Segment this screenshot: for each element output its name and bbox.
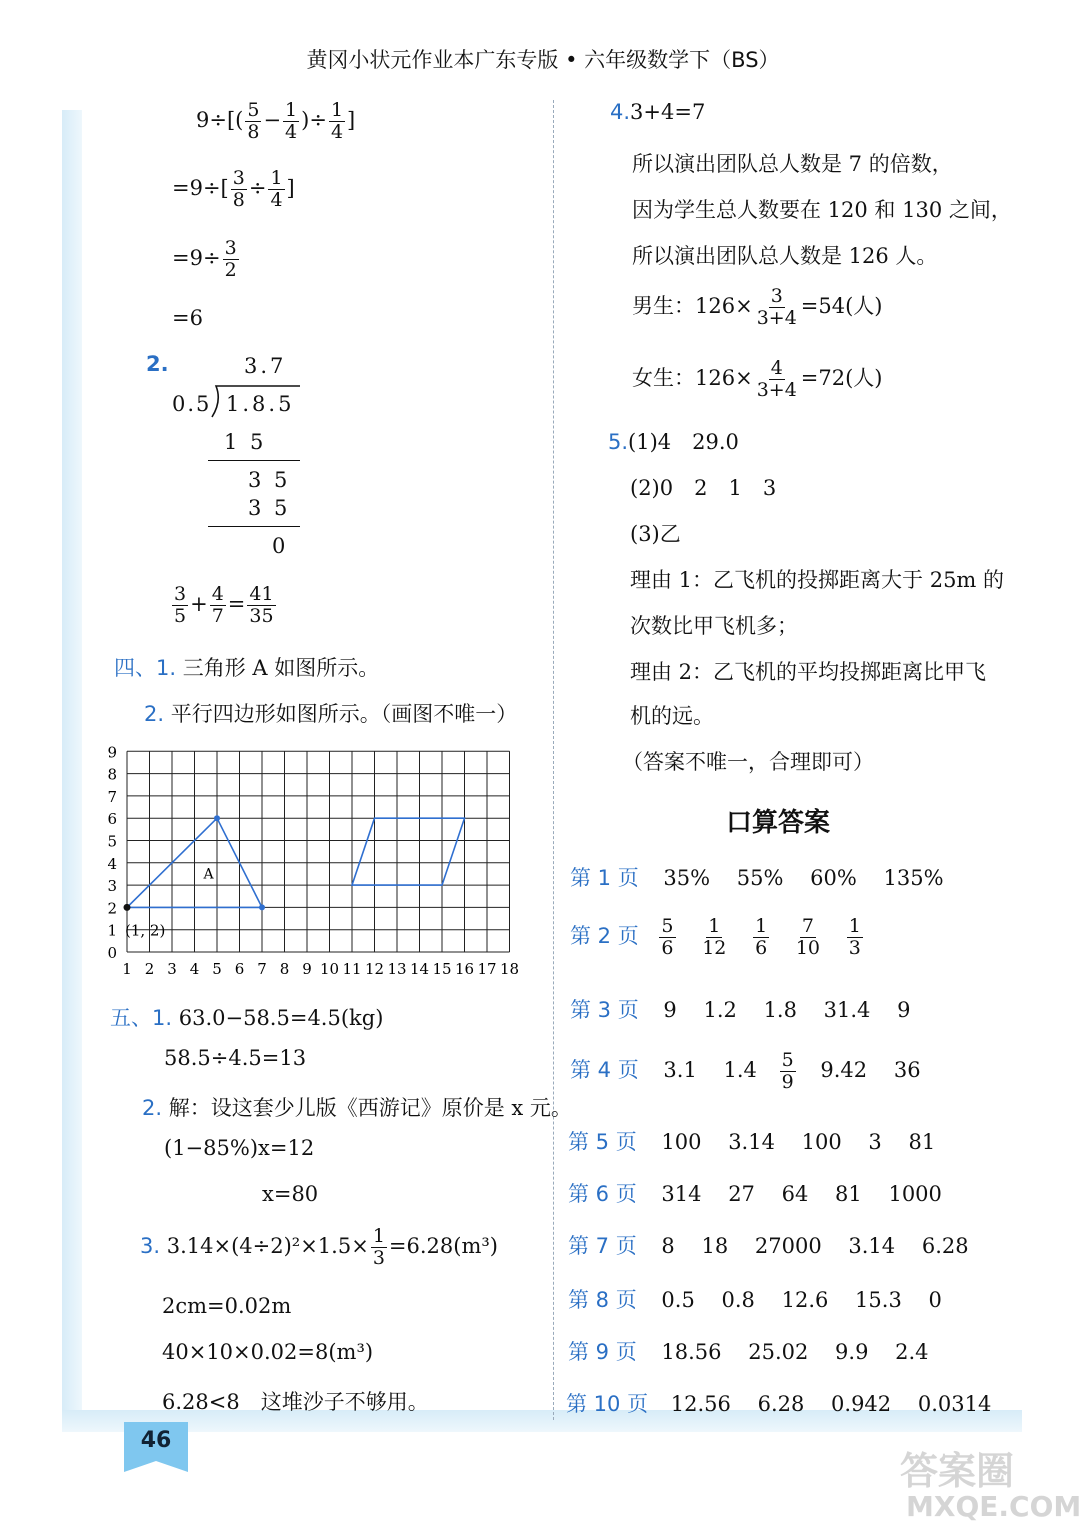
- note: （答案不唯一，合理即可）: [622, 750, 874, 774]
- q4-line-c: 因为学生总人数要在 120 和 130 之间，: [632, 198, 1012, 222]
- parallelogram: [352, 818, 465, 885]
- x-tick-label: 13: [387, 960, 407, 978]
- ld-row-1: 1 5: [224, 430, 267, 454]
- oral-row-1: 第 1 页 35% 55% 60% 135%: [570, 866, 944, 890]
- calc-line-4: =6: [172, 306, 203, 330]
- start-point: [124, 904, 131, 911]
- fraction-sum: $\frac{3}{5}$ + $\frac{4}{7}$ = $\frac{41}{35}$: [174, 583, 274, 627]
- oral-row-5: 第 5 页 100 3.14 100 3 81: [568, 1130, 936, 1154]
- oral-row-8: 第 8 页 0.5 0.8 12.6 15.3 0: [568, 1288, 942, 1312]
- x-tick-label: 4: [189, 960, 200, 978]
- section-5-q3a: 3. 3.14×(4÷2)²×1.5× $\frac{1}{3}$ =6.28(m³): [140, 1225, 498, 1269]
- section-5-q2b: (1−85%)x=12: [164, 1136, 315, 1160]
- ld-quotient: 3.7: [244, 354, 287, 378]
- oral-row-3: 第 3 页 9 1.2 1.8 31.4 9: [570, 998, 911, 1022]
- reason-1b: 次数比甲飞机多；: [630, 614, 798, 638]
- x-tick-label: 11: [342, 960, 362, 978]
- reason-2b: 机的远。: [630, 704, 714, 728]
- triangle-label: A: [203, 866, 214, 883]
- y-tick-label: 8: [107, 765, 117, 784]
- x-tick-label: 18: [499, 960, 520, 978]
- calc-line-3: =9÷ $\frac{3}{2}$: [172, 237, 237, 281]
- y-tick-label: 4: [107, 854, 117, 873]
- triangle-vertex: [214, 815, 220, 821]
- y-tick-label: 3: [107, 877, 117, 896]
- y-tick-label: 5: [107, 832, 117, 851]
- q5-3: (3)乙: [630, 522, 681, 546]
- page-header: 黄冈小状元作业本广东专版 • 六年级数学下（BS）: [306, 48, 780, 72]
- q4-line-a: 4.3+4=7: [610, 100, 706, 124]
- calc-line-1: 9÷[( $\frac{5}{8}$ − $\frac{1}{4}$ )÷ $\frac{1}{4}$ ]: [196, 99, 356, 143]
- oral-row-7: 第 7 页 8 18 27000 3.14 6.28: [568, 1234, 969, 1258]
- y-tick-label: 0: [107, 944, 117, 962]
- q4-line-d: 所以演出团队总人数是 126 人。: [632, 244, 938, 268]
- x-tick-label: 5: [212, 960, 222, 978]
- section-4-q2: 2. 平行四边形如图所示。（画图不唯一）: [144, 702, 518, 726]
- coordinate-grid: [100, 738, 550, 988]
- watermark-url: MXQE.COM: [906, 1490, 1082, 1523]
- reason-1a: 理由 1：乙飞机的投掷距离大于 25m 的: [630, 568, 1005, 592]
- x-tick-label: 8: [279, 960, 290, 978]
- section-5-q1a: 五、1. 63.0−58.5=4.5(kg): [110, 1006, 384, 1030]
- section-5-q3c: 40×10×0.02=8(m³): [162, 1340, 374, 1364]
- page-number: 46: [140, 1428, 172, 1453]
- column-divider: [553, 100, 554, 1420]
- point-label: (1, 2): [125, 921, 166, 940]
- q4-boys: 男生：126× $\frac{3}{3+4}$ =54(人): [632, 285, 883, 329]
- ld-row-2: 3 5: [248, 468, 291, 492]
- left-decor-bar: [62, 110, 82, 1430]
- y-tick-label: 1: [107, 921, 117, 940]
- section-5-q3b: 2cm=0.02m: [162, 1294, 292, 1318]
- x-tick-label: 7: [257, 960, 267, 978]
- x-tick-label: 3: [167, 960, 177, 978]
- calc-line-2: =9÷[ $\frac{3}{8}$ ÷ $\frac{1}{4}$ ]: [172, 167, 295, 211]
- oral-row-10: 第 10 页 12.56 6.28 0.942 0.0314: [566, 1392, 992, 1416]
- x-tick-label: 12: [364, 960, 385, 978]
- x-tick-label: 6: [234, 960, 245, 978]
- ld-row-3: 3 5: [248, 496, 291, 520]
- x-tick-label: 10: [319, 960, 340, 978]
- y-tick-label: 9: [107, 743, 117, 762]
- ld-rule-2: [208, 526, 300, 527]
- y-tick-label: 7: [107, 787, 117, 806]
- q4-girls: 女生：126× $\frac{4}{3+4}$ =72(人): [632, 357, 883, 401]
- watermark-logo: 答案圈: [900, 1449, 1015, 1493]
- x-tick-label: 1: [122, 960, 132, 978]
- oral-row-2: 第 2 页 $\frac{5}{6}$ $\frac{1}{12}$ $\frac{1}{6}$ $\frac{7}{10}$ $\frac{1}{3}$: [570, 915, 861, 959]
- y-tick-label: 6: [107, 810, 117, 829]
- q4-line-b: 所以演出团队总人数是 7 的倍数，: [632, 152, 953, 176]
- x-tick-label: 14: [409, 960, 430, 978]
- reason-2a: 理由 2：乙飞机的平均投掷距离比甲飞: [630, 660, 987, 684]
- ld-dividend: 1.8.5: [226, 392, 295, 416]
- ld-row-4: 0: [272, 534, 286, 558]
- section-4-q1: 四、1. 三角形 A 如图所示。: [114, 656, 380, 680]
- x-tick-label: 15: [432, 960, 452, 978]
- section-5-q3d: 6.28<8 这堆沙子不够用。: [162, 1390, 429, 1414]
- triangle-vertex: [259, 904, 265, 910]
- ld-divisor: 0.5: [172, 392, 212, 416]
- section-5-q2a: 2. 解：设这套少儿版《西游记》原价是 x 元。: [142, 1096, 572, 1120]
- q5-2: (2)0 2 1 3: [630, 476, 777, 500]
- ld-rule-1: [208, 460, 300, 461]
- oral-row-6: 第 6 页 314 27 64 81 1000: [568, 1182, 942, 1206]
- section-5-q2c: x=80: [262, 1182, 319, 1206]
- x-tick-label: 2: [144, 960, 155, 978]
- oral-row-4: 第 4 页 3.1 1.4 $\frac{5}{9}$ 9.42 36: [570, 1049, 921, 1093]
- x-tick-label: 9: [302, 960, 312, 978]
- x-tick-label: 17: [477, 960, 497, 978]
- oral-title: 口算答案: [726, 808, 831, 838]
- section-5-q1b: 58.5÷4.5=13: [164, 1046, 307, 1070]
- q2-label: 2.: [146, 352, 169, 376]
- y-tick-label: 2: [107, 899, 117, 918]
- x-tick-label: 16: [454, 960, 475, 978]
- q5-1: 5.(1)4 29.0: [608, 430, 739, 454]
- oral-row-9: 第 9 页 18.56 25.02 9.9 2.4: [568, 1340, 929, 1364]
